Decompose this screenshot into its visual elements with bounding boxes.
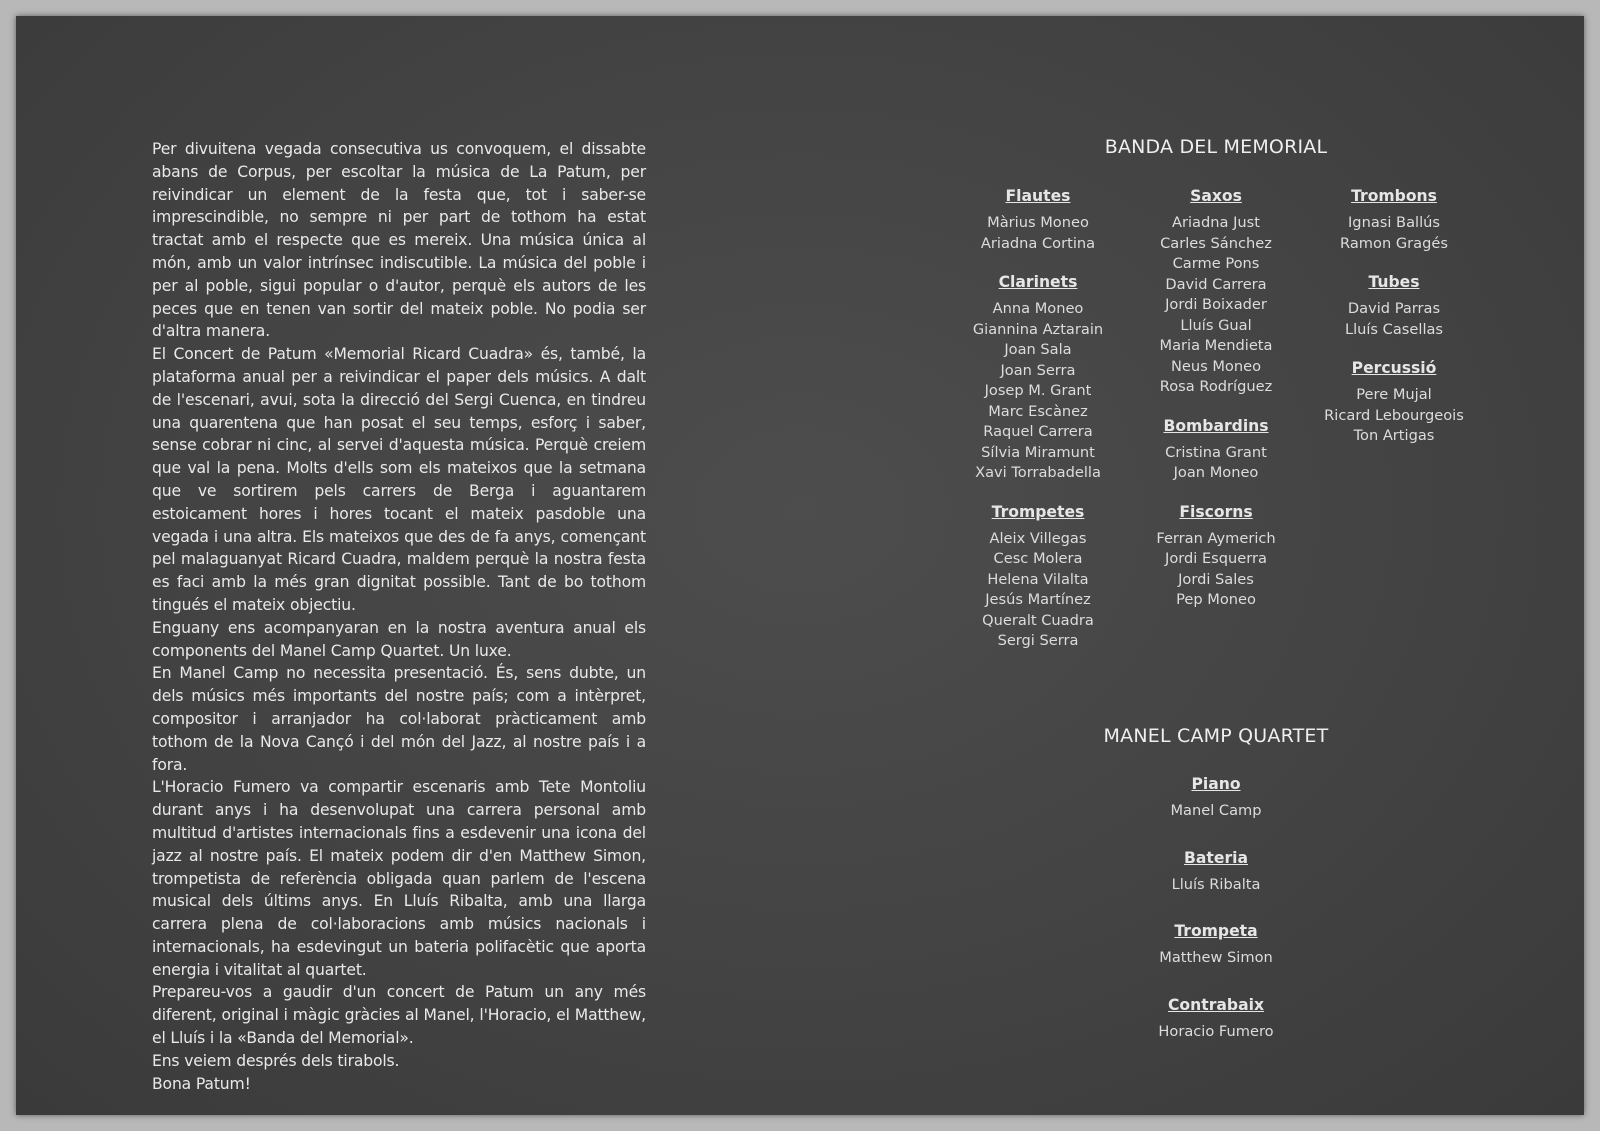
musician-name: Ton Artigas — [1353, 427, 1435, 444]
musician-name: Ramon Gragés — [1340, 234, 1448, 252]
instrument-section — [1128, 186, 1304, 398]
band-column-1 — [950, 186, 1126, 670]
musician-name: David Carrera — [1165, 275, 1267, 293]
musician-name: Lluís Casellas — [1344, 320, 1444, 338]
instrument-heading: Contrabaix — [1167, 995, 1264, 1014]
musician-name: Jordi Esquerra — [1165, 550, 1267, 567]
musician-name: Carme Pons — [1172, 255, 1260, 272]
musician-name: Cesc Molera — [993, 550, 1083, 567]
band-title: BANDA DEL MEMORIAL — [1104, 136, 1328, 158]
instrument-heading: Clarinets — [998, 273, 1078, 291]
instrument-heading: Percussió — [1351, 359, 1437, 377]
program-sheet — [16, 16, 1584, 1115]
quartet-list — [1128, 774, 1304, 1068]
musician-name: Ariadna Just — [1172, 214, 1260, 231]
instrument-heading: Flautes — [1005, 187, 1071, 205]
musician-name: Aleix Villegas — [989, 529, 1087, 547]
intro-paragraph: L'Horacio Fumero va compartir escenaris amb Tete Montoliu durant anys i ha desenvolupat una carrera personal amb multitud d'artistes internacionals fins a esdevenir una icona del jazz al nostre país. El mateix podem dir d'en Matthew Simon, trompetista de referència obligada quan parlem de l'escena musical dels últims anys. En Lluís Ribalta, amb una llarga carrera plena de col·laboracions amb músics nacionals i internacionals, ha esdevingut un bateria polifacètic que aporta energia i vitalitat al quartet. — [152, 778, 646, 979]
musician-name: Xavi Torrabadella — [975, 464, 1101, 481]
instrument-section — [1128, 774, 1304, 822]
instrument-section — [1128, 416, 1304, 484]
instrument-section — [950, 502, 1126, 652]
musician-name: Ferran Aymerich — [1156, 529, 1276, 547]
musician-name: Carles Sánchez — [1160, 234, 1272, 252]
musician-name: Marc Escànez — [988, 402, 1088, 420]
instrument-section — [950, 186, 1126, 254]
instrument-heading: Saxos — [1190, 187, 1242, 205]
musician-name: Lluís Gual — [1180, 316, 1252, 334]
intro-paragraph: En Manel Camp no necessita presentació. És, sens dubte, un dels músics més importants del nostre país; com a intèrpret, compositor i arranjador ha col·laborat pràcticament amb tothom de la Nova Cançó i del món del Jazz, al nostre país i a fora. — [152, 664, 646, 774]
musician-name: Jesús Martínez — [985, 591, 1091, 608]
instrument-section — [1128, 848, 1304, 896]
musician-name: Matthew Simon — [1159, 949, 1273, 966]
instrument-heading: Trompetes — [991, 502, 1085, 521]
instrument-section — [950, 272, 1126, 484]
instrument-section — [1306, 272, 1482, 340]
instrument-heading: Fiscorns — [1179, 502, 1253, 521]
instrument-section — [1306, 358, 1482, 447]
musician-name: Neus Moneo — [1170, 357, 1262, 375]
musician-name: Lluís Ribalta — [1171, 875, 1261, 893]
musician-name: Ariadna Cortina — [980, 234, 1096, 252]
musician-name: Anna Moneo — [992, 300, 1084, 317]
band-column-3 — [1306, 186, 1482, 465]
instrument-heading: Bateria — [1184, 848, 1248, 867]
instrument-heading: Piano — [1191, 775, 1241, 793]
musician-name: Rosa Rodríguez — [1159, 378, 1273, 395]
musician-name: Cristina Grant — [1165, 443, 1267, 461]
musician-name: Horacio Fumero — [1158, 1022, 1274, 1040]
musician-name: Sílvia Miramunt — [981, 443, 1095, 461]
musician-name: Joan Sala — [1004, 341, 1072, 358]
musician-name: Helena Vilalta — [987, 570, 1089, 588]
intro-paragraph: Enguany ens acompanyaran en la nostra aventura anual els components del Manel Camp Quartet. Un luxe. — [152, 618, 646, 660]
musician-name: Ignasi Ballús — [1348, 214, 1440, 231]
musician-name: David Parras — [1347, 300, 1441, 317]
instrument-section — [1128, 995, 1304, 1043]
musician-name: Joan Moneo — [1173, 464, 1259, 481]
instrument-section — [1128, 502, 1304, 611]
instrument-section — [1128, 921, 1304, 969]
musician-name: Pere Mujal — [1356, 386, 1432, 403]
musician-name: Ricard Lebourgeois — [1324, 406, 1464, 424]
musician-name: Raquel Carrera — [983, 423, 1093, 440]
instrument-heading: Trombons — [1351, 187, 1437, 205]
musician-name: Jordi Boixader — [1165, 296, 1267, 313]
intro-paragraph: Ens veiem després dels tirabols. — [152, 1051, 400, 1070]
instrument-heading: Bombardins — [1163, 416, 1269, 435]
instrument-heading: Tubes — [1368, 273, 1420, 291]
intro-text — [152, 138, 646, 1095]
band-column-2 — [1128, 186, 1304, 629]
musician-name: Manel Camp — [1170, 802, 1262, 819]
musician-name: Joan Serra — [1000, 361, 1076, 379]
musician-name: Queralt Cuadra — [982, 611, 1094, 629]
musician-name: Josep M. Grant — [984, 382, 1092, 399]
quartet-title: MANEL CAMP QUARTET — [1103, 725, 1329, 747]
intro-paragraph: Bona Patum! — [152, 1074, 251, 1093]
musician-name: Giannina Aztarain — [972, 320, 1104, 338]
intro-paragraph: Per divuitena vegada consecutiva us convoquem, el dissabte abans de Corpus, per escoltar la música de La Patum, per reivindicar un element de la festa que, tot i saber-se imprescindible, no sempre ni per part de tothom ha estat tractat amb el respecte que es mereix. Una música única al món, amb un valor intrínsec indiscutible. La música del poble i per al poble, sigui popular o d'autor, perquè els autors de les peces que en tenen van sortir del mateix poble. No podia ser d'altra manera. — [152, 140, 646, 341]
musician-name: Sergi Serra — [997, 632, 1079, 649]
instrument-section — [1306, 186, 1482, 254]
musician-name: Jordi Sales — [1178, 570, 1254, 588]
musician-name: Màrius Moneo — [987, 214, 1089, 231]
instrument-heading: Trompeta — [1174, 922, 1258, 940]
intro-paragraph: El Concert de Patum «Memorial Ricard Cuadra» és, també, la plataforma anual per a reivindicar el paper dels músics. A dalt de l'escenari, avui, sota la direcció del Sergi Cuenca, en tindreu una quarentena que han posat el seu temps, esforç i saber, sense cobrar ni cinc, al servei d'aquesta música. Perquè creiem que val la pena. Molts d'ells som els mateixos que la setmana que ve sortirem pels carrers de Berga i aguantarem estoicament hores i hores tocant el mateix pasdoble una vegada i una altra. Els mateixos que des de fa anys, començant pel malaguanyat Ricard Cuadra, maldem perquè la nostra festa es faci amb la més gran dignitat possible. Tant de bo tothom tingués el mateix objectiu. — [152, 345, 646, 614]
intro-paragraph: Prepareu-vos a gaudir d'un concert de Patum un any més diferent, original i màgic gràcies al Manel, l'Horacio, el Matthew, el Lluís i la «Banda del Memorial». — [152, 983, 646, 1048]
musician-name: Maria Mendieta — [1159, 337, 1273, 354]
musician-name: Pep Moneo — [1176, 591, 1256, 608]
